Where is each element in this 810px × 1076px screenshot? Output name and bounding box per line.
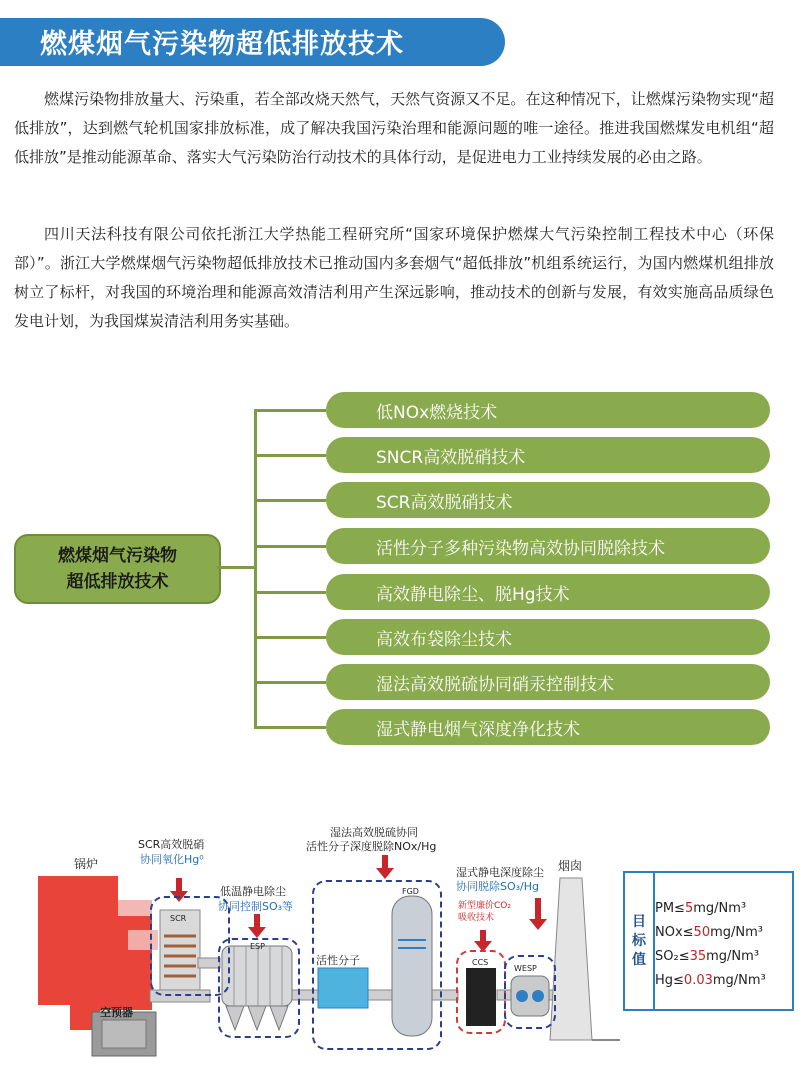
ccs-unit-label: CCS <box>472 958 489 967</box>
fgd-title-line-1: 湿法高效脱硫协同 <box>330 826 418 839</box>
target-row-so2: SO₂≤35mg/Nm³ <box>655 949 760 964</box>
ccs-title-line-2: 吸收技术 <box>458 913 495 923</box>
tree-item-active-molecule: 活性分子多种污染物高效协同脱除技术 <box>326 528 770 564</box>
scr-title: SCR高效脱硝 <box>138 838 205 851</box>
scr-subtitle: 协同氧化Hg⁰ <box>140 853 204 866</box>
tree-item-sncr: SNCR高效脱硝技术 <box>326 437 770 473</box>
wesp-subtitle: 协同脱除SO₃/Hg <box>456 880 540 893</box>
tree-item-esp-hg: 高效静电除尘、脱Hg技术 <box>326 574 770 610</box>
tree-item-wet-fgd: 湿法高效脱硫协同硝汞控制技术 <box>326 664 770 700</box>
target-values-label-cell <box>625 873 655 1009</box>
target-row-nox: NOx≤50mg/Nm³ <box>655 925 763 940</box>
esp-subtitle: 协同控制SO₃等 <box>218 900 294 913</box>
tree-item-low-nox: 低NOx燃烧技术 <box>326 392 770 428</box>
intro-paragraph-1: 燃煤污染物排放量大、污染重，若全部改烧天然气，天然气资源又不足。在这种情况下，让燃煤污染物实现“超低排放”，达到燃气轮机国家排放标准，成了解决我国污染治理和能源问题的唯一途径。推进我国燃煤发电机组“超低排放”是推动能源革命、落实大气污染防治行动技术的具体行动，是促进电力工业持续发展的必由之路。 <box>14 90 774 166</box>
boiler-label: 锅炉 <box>74 857 99 871</box>
active-molecule-label: 活性分子 <box>316 954 360 967</box>
intro-paragraph-2: 四川天法科技有限公司依托浙江大学热能工程研究所“国家环境保护燃煤大气污染控制工程技术中心（环保部）”。浙江大学燃煤烟气污染物超低排放技术已推动国内多套烟气“超低排放”机组系统运行，为国内燃煤机组排放树立了标杆，对我国的环境治理和能源高效清洁利用产生深远影响，推动技术的创新与发展，有效实施高品质绿色发电计划，为我国煤炭清洁利用务实基础。 <box>14 225 774 330</box>
target-values-list <box>655 897 766 993</box>
boiler-shape <box>38 876 158 1030</box>
tree-root-line-2: 超低排放技术 <box>66 572 169 592</box>
wesp-unit-label: WESP <box>514 964 537 973</box>
fgd-title-line-2: 活性分子深度脱除NOx/Hg <box>306 840 437 853</box>
target-row-hg: Hg≤0.03mg/Nm³ <box>655 973 766 988</box>
page-title: 燃煤烟气污染物超低排放技术 <box>40 29 404 60</box>
target-values-box <box>623 871 794 1011</box>
target-values-label: 目标值 <box>632 913 646 968</box>
esp-title: 低温静电除尘 <box>220 885 286 898</box>
tree-root-line-1: 燃煤烟气污染物 <box>58 546 177 566</box>
air-preheater-label: 空预器 <box>100 1006 133 1019</box>
tree-item-scr: SCR高效脱硝技术 <box>326 482 770 518</box>
scr-unit-label: SCR <box>170 914 187 923</box>
tree-item-bag-filter: 高效布袋除尘技术 <box>326 619 770 655</box>
esp-zone <box>218 938 300 1038</box>
esp-unit-label: ESP <box>250 942 265 951</box>
ccs-title-line-1: 新型廉价CO₂ <box>458 901 511 911</box>
chimney-label: 烟囱 <box>558 859 583 873</box>
chimney-shape <box>550 878 592 1040</box>
wesp-title: 湿式静电深度除尘 <box>456 866 544 879</box>
tree-item-wesp: 湿式静电烟气深度净化技术 <box>326 709 770 745</box>
target-row-pm: PM≤5mg/Nm³ <box>655 901 747 916</box>
fgd-unit-label: FGD <box>402 887 419 896</box>
